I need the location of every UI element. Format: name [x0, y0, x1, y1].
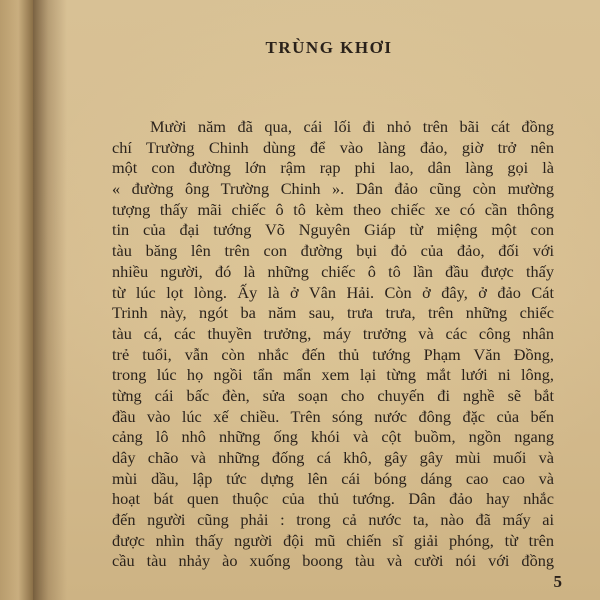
text-line: chí Trường Chinh dùng để vào làng đảo, giờ trở nên: [112, 137, 554, 157]
text-line: đến người cũng phải : trong cả nước ta, nào đã mấy ai: [112, 510, 554, 530]
gutter-shadow: [33, 0, 67, 600]
text-line: được nhìn thấy người đội mũ chiến sĩ giải phóng, từ trên: [112, 530, 554, 550]
page-number: 5: [553, 572, 562, 591]
text-line: một con đường lớn rậm rạp phi lao, dân làng gọi là: [112, 158, 554, 178]
text-line: Trinh này, ngót ba năm sau, trưa trưa, trên những chiếc: [112, 303, 554, 323]
text-line: cầu tàu nhảy ào xuống boong tàu và cười nói với đồng: [112, 551, 554, 571]
text-line: hoạt bát quen thuộc của thủ tướng. Dân đảo hay nhắc: [112, 489, 554, 509]
chapter-title: TRÙNG KHƠI: [265, 38, 393, 57]
text-line: Mười năm đã qua, cái lối đi nhỏ trên bãi cát đồng: [150, 117, 554, 136]
text-line: trẻ tuổi, vẫn còn nhắc đến thủ tướng Phạm Văn Đồng,: [112, 344, 554, 364]
text-line: nhiều người, đó là những chiếc ô tô lần đầu được thấy: [112, 261, 554, 281]
text-line: cảng lô nhô những ống khói và cột buồm, ngồn ngang: [112, 427, 554, 447]
text-line: từ lúc lọt lòng. Ấy là ở Vân Hải. Còn ở đây, ở đảo Cát: [112, 282, 554, 302]
text-line: tàu cá, các thuyền trưởng, máy trưởng và các công nhân: [112, 323, 554, 343]
text-line: đầu vào lúc xế chiều. Trên sóng nước đông đặc của bến: [112, 406, 554, 426]
body-text: [112, 117, 554, 572]
text-line: « đường ông Trường Chinh ». Dân đảo cũng còn mường: [112, 179, 554, 199]
text-line: tượng thấy mãi chiếc ô tô kèm theo chiếc xe có cần thông: [112, 199, 554, 219]
text-line: dây chão và những đống cá khô, gây gây mùi muối và: [112, 448, 554, 467]
text-line: tàu băng lên trên con đường bụi đỏ của đảo, đối với: [112, 241, 554, 261]
text-line: mùi dầu, lập tức dựng lên cái bóng dáng cao cao và: [112, 468, 554, 488]
facing-page-edge: [0, 0, 33, 600]
text-line: từng cái bấc đèn, sửa soạn cho chuyến đi nghề sẽ bắt: [112, 385, 554, 405]
text-line: tin của đại tướng Võ Nguyên Giáp từ miệng một con: [112, 220, 554, 240]
text-line: trong lúc họ ngồi tẩn mẩn xem lại từng mắt lưới ni lông,: [112, 365, 554, 385]
